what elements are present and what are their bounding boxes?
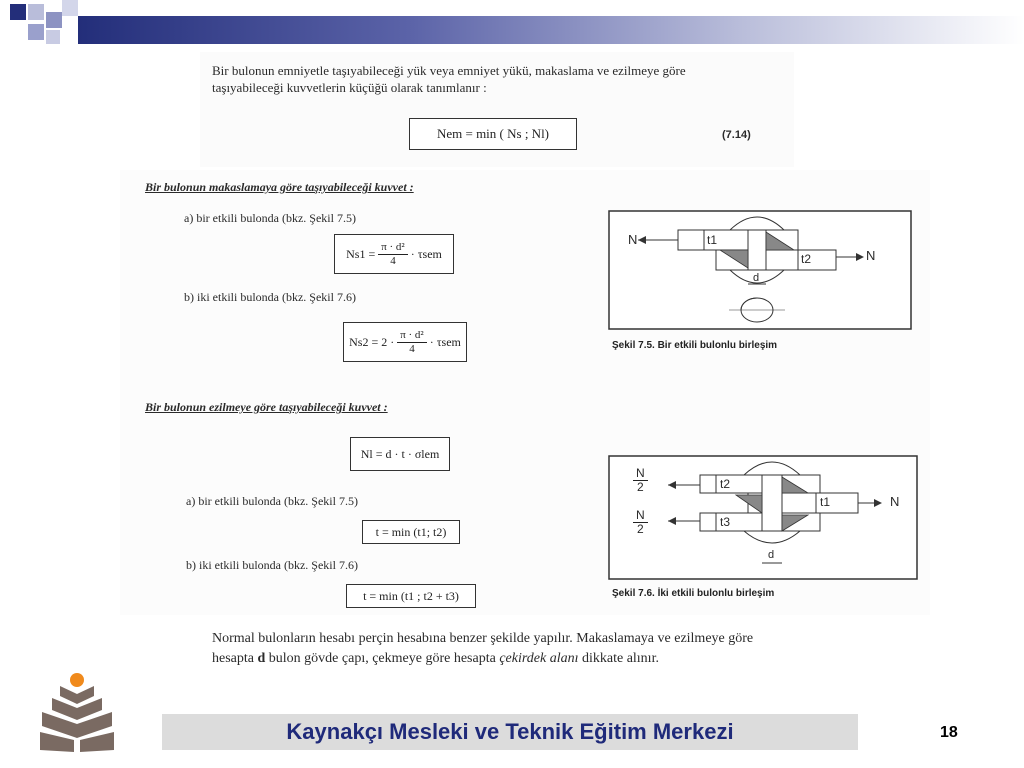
fig1-caption: Şekil 7.5. Bir etkili bulonlu birleşim [612,340,778,351]
top-banner [0,0,1024,48]
fig2-label-t2: t2 [720,477,731,491]
fig1-label-t2: t2 [801,252,812,266]
formula-t-min-a: t = min (t1; t2) [375,524,447,539]
banner-square [62,0,78,16]
ns1-tail: · τsem [410,246,442,261]
footer-title: Kaynakçı Mesleki ve Teknik Eğitim Merkezi [286,719,734,744]
fig2-n-bot-fraction [633,509,648,536]
book-leaf-logo-icon [34,672,120,754]
intro-line-1: Bir bulonun emniyetle taşıyabileceği yük veya emniyet yükü, makaslama ve ezilmeye göre [212,63,686,78]
fig1-label-t1: t1 [707,233,718,247]
banner-square [46,12,62,28]
fig2-label-d: d [768,549,775,561]
formula-box-ns2 [343,322,467,362]
formula-box-t-min-b [346,584,476,608]
formula-nem: Nem = min ( Ns ; Nl) [436,126,550,141]
banner-gradient [78,16,1024,44]
banner-square [46,30,60,44]
ns2-denominator: 4 [409,342,415,355]
formula-box-ns1 [334,234,454,274]
footer-bar [162,714,858,750]
ns1-numerator: π · d² [378,241,408,255]
fig2-n-top-num: N [633,467,648,481]
bearing-heading: Bir bulonun ezilmeye göre taşıyabileceği kuvvet : [145,400,388,414]
fig2-n-top-den: 2 [636,480,644,494]
closing-line-1: Normal bulonların hesabı perçin hesabına benzer şekilde yapılır. Makaslamaya ve ezilmeye göre [212,631,754,646]
fig2-label-t1: t1 [820,495,831,509]
closing-line-2-c: bulon gövde çapı, çekmeye göre hesapta [265,651,500,666]
fig1-label-n-right: N [866,248,876,263]
banner-square [10,4,26,20]
figure-7-5-drawing [608,210,912,330]
fig2-label-t3: t3 [720,515,731,529]
bearing-b-label: b) iki etkili bulonda (bkz. Şekil 7.6) [186,558,358,572]
shear-a-label: a) bir etkili bulonda (bkz. Şekil 7.5) [184,211,356,225]
figure-7-6 [608,455,918,580]
closing-line-2-b: d [257,651,266,666]
intro-line-2: taşıyabileceği kuvvetlerin küçüğü olarak tanımlanır : [212,80,487,95]
fig2-n-bot-num: N [633,509,648,523]
shear-heading: Bir bulonun makaslamaya göre taşıyabileceği kuvvet : [145,180,414,194]
figure-7-6-drawing [608,455,918,580]
ns2-tail: · τsem [429,334,461,349]
formula-box-nem [409,118,577,150]
logo-drawing [34,672,120,754]
closing-line-2-d: çekirdek alanı [499,651,579,666]
formula-box-t-min-a [362,520,460,544]
banner-square [28,4,44,20]
fig2-label-n-right: N [890,494,900,509]
figure-7-5 [608,210,912,330]
formula-nl: Nl = d · t · σlem [360,446,440,461]
formula-number: (7.14) [722,129,751,141]
shear-b-label: b) iki etkili bulonda (bkz. Şekil 7.6) [184,290,356,304]
fig1-label-d: d [753,272,760,284]
fig2-n-bot-den: 2 [636,522,644,536]
ns2-fraction [397,329,427,356]
ns1-fraction [378,241,408,268]
ns2-numerator: π · d² [397,329,427,343]
page-number: 18 [940,724,958,741]
closing-line-2-e: dikkate alınır. [578,651,659,666]
ns1-lhs: Ns1 = [346,246,376,261]
fig2-caption: Şekil 7.6. İki etkili bulonlu birleşim [612,588,775,599]
ns2-lhs: Ns2 = 2 · [349,334,395,349]
banner-square [28,24,44,40]
closing-line-2-a: hesapta [212,651,258,666]
bearing-a-label: a) bir etkili bulonda (bkz. Şekil 7.5) [186,494,358,508]
closing-line-2 [212,651,659,667]
fig1-label-n-left: N [628,232,638,247]
formula-t-min-b: t = min (t1 ; t2 + t3) [363,588,459,603]
formula-box-nl [350,437,450,471]
ns1-denominator: 4 [390,254,396,267]
fig2-n-top-fraction [633,467,648,494]
